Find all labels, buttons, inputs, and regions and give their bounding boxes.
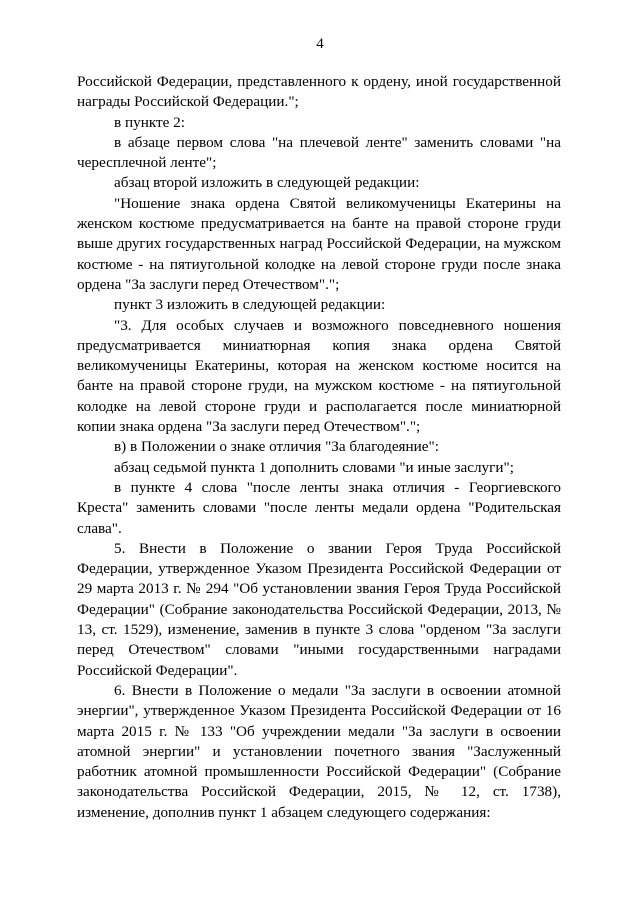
page-number: 4 xyxy=(316,36,324,52)
paragraph-continuation: Российской Федерации, представленного к ордену, иной государственной награды Российской Федерации."; xyxy=(77,73,561,111)
paragraph-second-subparagraph-heading: абзац второй изложить в следующей редакции: xyxy=(114,174,420,192)
paragraph-wearing-rules: "Ношение знака ордена Святой великомученицы Екатерины на женском костюме предусматривается на банте на правой стороне груди выше других государственных наград Российской Федерации, на мужском костюме - на пятиугольной колодке на левой стороне груди после знака ордена "За заслуги перед Отечеством"."; xyxy=(77,194,561,293)
paragraph-item-4-change: в пункте 4 слова "после ленты знака отличия - Георгиевского Креста" заменить словами "после ленты медали ордена "Родительская слава". xyxy=(77,478,561,537)
paragraph-first-subparagraph-change: в абзаце первом слова "на плечевой ленте" заменить словами "на чересплечной ленте"; xyxy=(77,133,561,172)
paragraph-seventh-subparagraph: абзац седьмой пункта 1 дополнить словами "и иные заслуги"; xyxy=(114,458,514,476)
paragraph-subsection-v: в) в Положении о знаке отличия "За благодеяние": xyxy=(114,438,439,456)
paragraph-section-5: 5. Внести в Положение о звании Героя Труда Российской Федерации, утвержденное Указом Президента Российской Федерации от 29 марта 2013 г. № 294 "Об установлении звания Героя Труда Российской Федерации" (Собрание законодательства Российской Федерации, 2013, № 13, ст. 1529), изменение, заменив в пункте 3 слова "орденом "За заслуги перед Отечеством" словами "иными государственными наградами Российской Федерации". xyxy=(77,539,561,679)
paragraph-item-3-heading: пункт 3 изложить в следующей редакции: xyxy=(114,296,386,314)
paragraph-section-6: 6. Внести в Положение о медали "За заслуги в освоении атомной энергии", утвержденное Указом Президента Российской Федерации от 16 марта 2015 г. № 133 "Об учреждении медали "За заслуги в освоении атомной энергии" и установлении почетного звания "Заслуженный работник атомной промышленности Российской Федерации" (Собрание законодательства Российской Федерации, 2015, № 12, ст. 1738), изменение, дополнив пункт 1 абзацем следующего содержания: xyxy=(77,681,561,821)
paragraph-miniature-copy: "3. Для особых случаев и возможного повседневного ношения предусматривается миниатюрная копия знака ордена Святой великомученицы Екатерины, которая на женском костюме носится на банте на правой стороне груди, на мужском костюме - на пятиугольной колодке на левой стороне груди и располагается после миниатюрной копии знака ордена "За заслуги перед Отечеством"."; xyxy=(77,316,561,436)
paragraph-item-2-heading: в пункте 2: xyxy=(114,113,185,131)
document-body xyxy=(77,72,561,823)
